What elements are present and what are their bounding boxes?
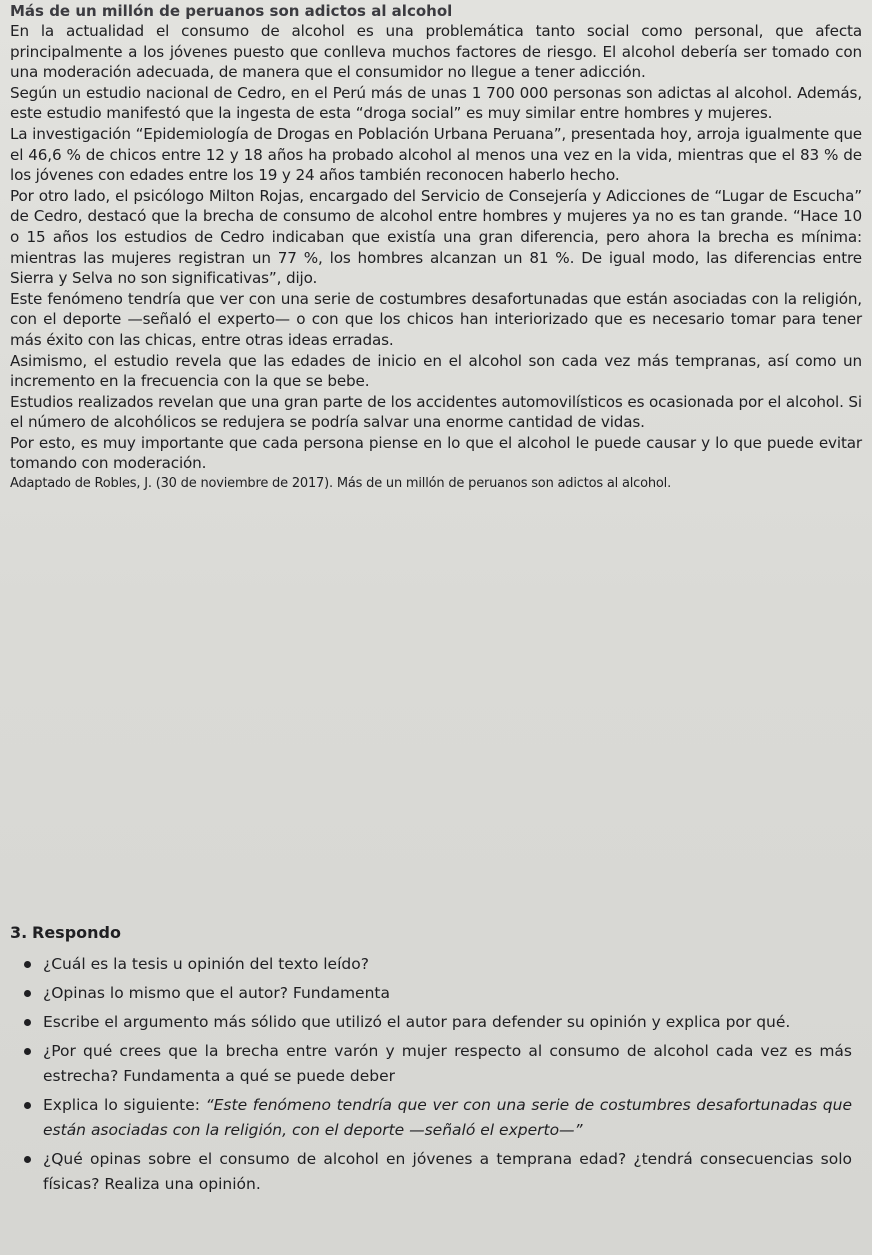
article-title: Más de un millón de peruanos son adictos al alcohol <box>10 2 453 20</box>
question-item <box>10 981 852 1006</box>
question-item <box>10 952 852 977</box>
article-paragraph-4: Por otro lado, el psicólogo Milton Rojas, encargado del Servicio de Consejería y Adicciones de “Lugar de Escucha” de Cedro, destacó que la brecha de consumo de alcohol entre hombres y mujeres ya no es tan grande. “Hace 10 o 15 años los estudios de Cedro indicaban que existía una gran diferencia, pero ahora la brecha es mínima: mientras las mujeres registran un 77 %, los hombres alcanzan un 81 %. De igual modo, las diferencias entre Sierra y Selva no son significativas”, dijo. <box>10 186 862 288</box>
article-paragraph-3: La investigación “Epidemiología de Drogas en Población Urbana Peruana”, presentada hoy, arroja igualmente que el 46,6 % de chicos entre 12 y 18 años ha probado alcohol al menos una vez en la vida, mientras que el 83 % de los jóvenes con edades entre los 19 y 24 años también reconocen haberlo hecho. <box>10 124 862 185</box>
activity-section <box>10 922 852 1201</box>
bullet-icon <box>24 961 31 968</box>
article-paragraph-1: En la actualidad el consumo de alcohol es una problemática tanto social como personal, que afecta principalmente a los jóvenes puesto que conlleva muchos factores de riesgo. El alcohol debería ser tomado con una moderación adecuada, de manera que el consumidor no llegue a tener adicción. <box>10 22 862 82</box>
question-text: ¿Opinas lo mismo que el autor? Fundamenta <box>43 984 390 1002</box>
bullet-icon <box>24 990 31 997</box>
question-text: ¿Qué opinas sobre el consumo de alcohol en jóvenes a temprana edad? ¿tendrá consecuencias solo físicas? Realiza una opinión. <box>43 1150 852 1193</box>
question-text: Escribe el argumento más sólido que utilizó el autor para defender su opinión y explica por qué. <box>43 1013 791 1031</box>
article-source: Adaptado de Robles, J. (30 de noviembre de 2017). Más de un millón de peruanos son adictos al alcohol. <box>10 476 671 492</box>
question-prefix: Explica lo siguiente: <box>43 1096 206 1114</box>
article <box>10 2 862 493</box>
bullet-icon <box>24 1102 31 1109</box>
question-text: ¿Por qué crees que la brecha entre varón y mujer respecto al consumo de alcohol cada vez es más estrecha? Fundamenta a qué se puede deber <box>43 1042 852 1085</box>
question-item <box>10 1147 852 1197</box>
bullet-icon <box>24 1019 31 1026</box>
article-paragraph-8: Por esto, es muy importante que cada persona piense en lo que el alcohol le puede causar y lo que puede evitar tomando con moderación. <box>10 433 862 473</box>
activity-number: 3. <box>10 923 28 942</box>
article-paragraph-6: Asimismo, el estudio revela que las edades de inicio en el alcohol son cada vez más tempranas, así como un incremento en la frecuencia con la que se bebe. <box>10 351 862 391</box>
bullet-icon <box>24 1156 31 1163</box>
question-item <box>10 1010 852 1035</box>
activity-heading <box>10 922 852 944</box>
article-paragraph-2: Según un estudio nacional de Cedro, en el Perú más de unas 1 700 000 personas son adictas al alcohol. Además, este estudio manifestó que la ingesta de esta “droga social” es muy similar entre hombres y mujeres. <box>10 83 862 123</box>
question-text: ¿Cuál es la tesis u opinión del texto leído? <box>43 955 369 973</box>
article-paragraph-7: Estudios realizados revelan que una gran parte de los accidentes automovilísticos es ocasionada por el alcohol. Si el número de alcohólicos se redujera se podría salvar una enorme cantidad de vidas. <box>10 392 862 432</box>
bullet-icon <box>24 1048 31 1055</box>
question-list <box>10 952 852 1197</box>
article-paragraph-5: Este fenómeno tendría que ver con una serie de costumbres desafortunadas que están asociadas con la religión, con el deporte —señaló el experto— o con que los chicos han interiorizado que es necesario tomar para tener más éxito con las chicas, entre otras ideas erradas. <box>10 289 862 349</box>
activity-title: Respondo <box>32 923 121 942</box>
question-item <box>10 1039 852 1089</box>
question-quote: “Este fenómeno tendría que ver con una serie de costumbres desafortunadas que están asociadas con la religión, con el deporte —señaló el experto—” <box>43 1096 852 1139</box>
question-item <box>10 1093 852 1143</box>
